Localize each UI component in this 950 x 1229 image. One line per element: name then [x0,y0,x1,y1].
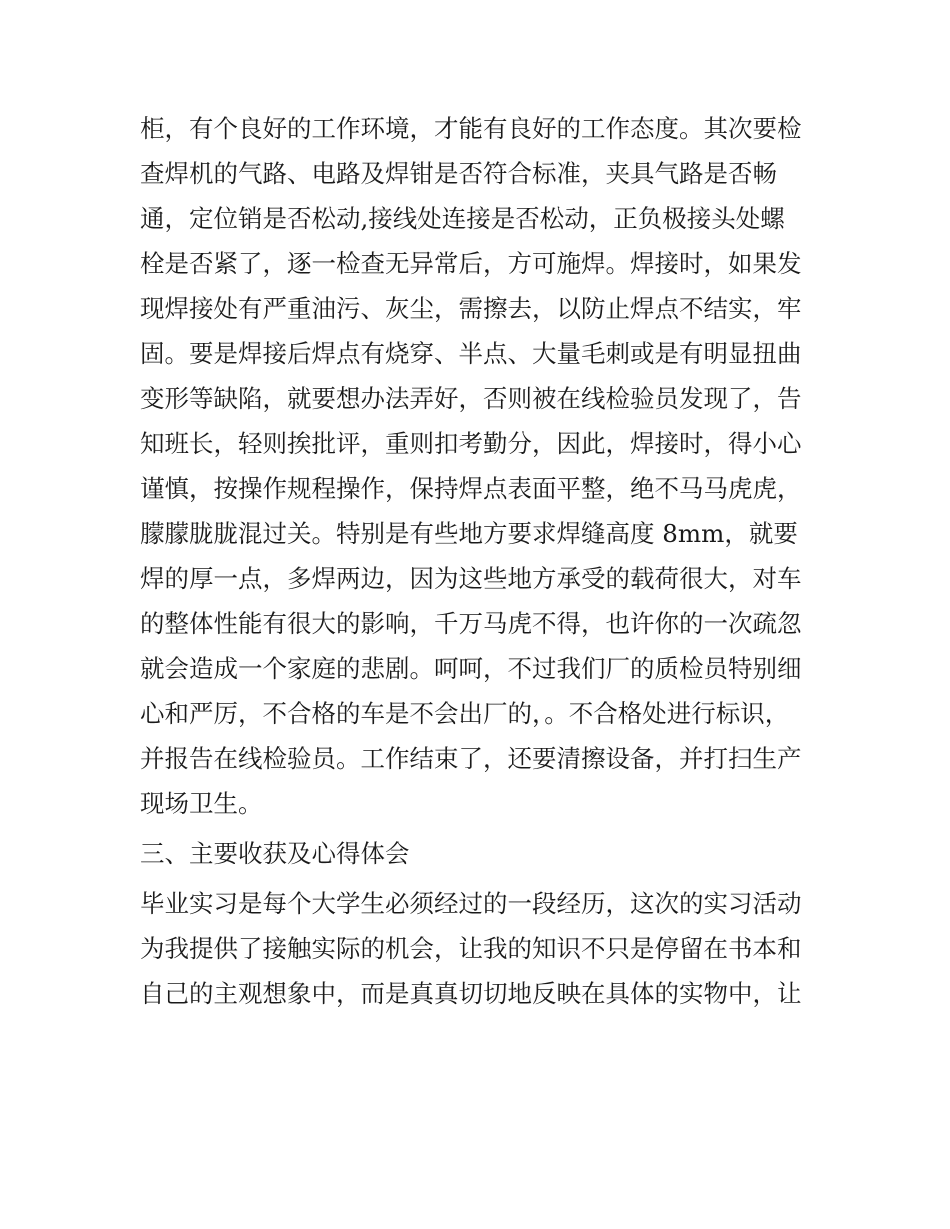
text-line: 固。要是焊接后焊点有烧穿、半点、大量毛刺或是有明显扭曲 [140,339,802,368]
text-line: 知班长，轻则挨批评，重则扣考勤分，因此，焊接时，得小心 [140,429,802,458]
text-line: 现场卫生。 [140,789,263,818]
section-heading: 三、主要收获及心得体会 [140,839,410,868]
text-line: 的整体性能有很大的影响，千万马虎不得，也许你的一次疏忽 [140,609,802,638]
text-line: 朦朦胧胧混过关。特别是有些地方要求焊缝高度 8mm，就要 [140,519,798,548]
text-line: 就会造成一个家庭的悲剧。呵呵，不过我们厂的质检员特别细 [140,654,802,683]
text-line: 为我提供了接触实际的机会，让我的知识不只是停留在书本和 [140,934,802,963]
text-line: 并报告在线检验员。工作结束了，还要清擦设备，并打扫生产 [140,744,802,773]
text-line: 通，定位销是否松动,接线处连接是否松动，正负极接头处螺 [140,204,785,233]
text-line: 谨慎，按操作规程操作，保持焊点表面平整，绝不马马虎虎， [140,474,802,503]
text-line: 心和严厉，不合格的车是不会出厂的，。不合格处进行标识， [140,699,790,728]
body-text [140,106,820,1016]
text-line: 毕业实习是每个大学生必须经过的一段经历，这次的实习活动 [140,889,802,918]
text-line: 查焊机的气路、电路及焊钳是否符合标准，夹具气路是否畅 [140,159,777,188]
text-line: 栓是否紧了，逐一检查无异常后，方可施焊。焊接时，如果发 [140,249,802,278]
text-line: 焊的厚一点，多焊两边，因为这些地方承受的载荷很大，对车 [140,564,802,593]
text-line: 变形等缺陷，就要想办法弄好，否则被在线检验员发现了，告 [140,384,802,413]
text-line: 柜，有个良好的工作环境，才能有良好的工作态度。其次要检 [140,114,802,143]
text-line: 自己的主观想象中，而是真真切切地反映在具体的实物中，让 [140,979,802,1008]
text-line: 现焊接处有严重油污、灰尘，需擦去，以防止焊点不结实，牢 [140,294,802,323]
